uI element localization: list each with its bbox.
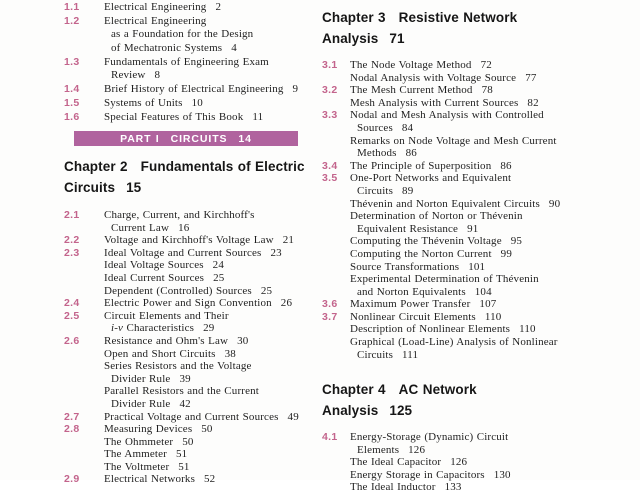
entry-title: Electrical Engineering <box>104 1 207 13</box>
toc-subentry <box>322 261 630 274</box>
toc-entry <box>322 59 630 72</box>
entry-title: Ideal Voltage and Current Sources <box>104 246 262 259</box>
entry-title: Remarks on Node Voltage and Mesh Current <box>350 134 557 147</box>
entry-title: The Voltmeter <box>104 460 170 473</box>
section-number: 2.5 <box>64 309 80 322</box>
toc-entry <box>64 297 320 310</box>
entry-title: Electrical Engineering <box>104 14 207 27</box>
toc-entry <box>322 84 630 97</box>
section-number: 3.5 <box>322 172 338 185</box>
entry-title: i-v Characteristics <box>111 322 195 335</box>
toc-subentry <box>64 448 320 461</box>
page-number: 25 <box>213 271 225 284</box>
toc-entry <box>322 431 630 444</box>
toc-entry <box>64 411 320 424</box>
section-number: 3.1 <box>322 59 338 71</box>
toc-entry <box>322 172 630 185</box>
entry-title: Thévenin and Norton Equivalent Circuits <box>350 197 540 210</box>
chapter4-section-list <box>322 431 630 494</box>
part-banner-row <box>64 131 320 146</box>
chapter4-heading <box>322 379 630 421</box>
entry-title: The Ammeter <box>104 448 167 461</box>
toc-subentry <box>64 28 320 42</box>
page-number: 91 <box>467 222 479 235</box>
entry-title: Determination of Norton or Thévenin <box>350 210 523 223</box>
page-number: 30 <box>237 334 249 347</box>
entry-title: Special Features of This Book <box>104 110 244 123</box>
entry-title: The Mesh Current Method <box>350 84 473 97</box>
entry-title: Measuring Devices <box>104 423 193 436</box>
page-number: 99 <box>500 247 512 260</box>
page-number: 50 <box>182 435 194 448</box>
section-number: 3.6 <box>322 298 338 311</box>
toc-subentry <box>64 360 320 373</box>
toc-subentry <box>322 456 630 469</box>
toc-subentry <box>64 42 320 56</box>
section-number: 2.6 <box>64 334 80 347</box>
page-number: 84 <box>401 121 414 134</box>
page-number: 29 <box>203 322 215 335</box>
chapter-heading-line: Circuits 15 <box>64 180 142 195</box>
page-number: 10 <box>191 96 203 109</box>
entry-title: Circuit Elements and Their <box>104 309 229 322</box>
toc-subentry <box>64 398 320 411</box>
page-number: 95 <box>510 235 523 248</box>
toc-subentry <box>322 248 630 261</box>
entry-title: Computing the Thévenin Voltage <box>350 235 502 248</box>
toc-subentry <box>64 272 320 285</box>
entry-title: The Ideal Capacitor <box>350 456 442 469</box>
entry-title: Review <box>111 69 146 82</box>
section-number: 1.3 <box>64 55 80 68</box>
chapter-heading-line: Analysis 71 <box>322 31 405 46</box>
section-number: 2.9 <box>64 473 80 486</box>
page-number: 25 <box>260 284 273 297</box>
entry-title: Source Transformations <box>350 260 460 273</box>
page-number: 38 <box>224 347 236 360</box>
part-title: CIRCUITS <box>170 132 228 145</box>
entry-title: Energy-Storage (Dynamic) Circuit <box>350 431 509 443</box>
toc-entry <box>322 109 630 122</box>
entry-title: Methods <box>357 147 397 160</box>
entry-title: Mesh Analysis with Current Sources <box>350 96 519 109</box>
page-number: 86 <box>500 159 512 172</box>
section-number: 3.3 <box>322 109 338 122</box>
section-number: 1.2 <box>64 14 80 27</box>
chapter3-section-list <box>322 59 630 361</box>
page-number: 24 <box>212 259 224 272</box>
toc-entry <box>64 83 320 97</box>
page-number: 51 <box>178 460 190 473</box>
toc-entry <box>64 209 320 222</box>
part-page-number: 14 <box>238 132 252 145</box>
entry-title: The Ohmmeter <box>104 435 174 448</box>
entry-title: Series Resistors and the Voltage <box>104 360 252 373</box>
entry-title: Circuits <box>357 184 394 197</box>
chapter3-heading <box>322 7 630 49</box>
section-number: 2.7 <box>64 410 80 423</box>
page-number: 72 <box>480 59 492 71</box>
section-number: 1.6 <box>64 110 80 123</box>
section-number: 2.4 <box>64 297 80 310</box>
toc-entry <box>64 335 320 348</box>
entry-title: of Mechatronic Systems <box>111 42 223 55</box>
entry-title: Charge, Current, and Kirchhoff's <box>104 209 255 221</box>
entry-title: Divider Rule <box>111 372 171 385</box>
toc-entry <box>322 311 630 324</box>
entry-title: The Principle of Superposition <box>350 159 492 172</box>
section-number: 1.4 <box>64 83 80 96</box>
entry-title: Nodal Analysis with Voltage Source <box>350 71 517 84</box>
entry-title: Ideal Voltage Sources <box>104 259 204 272</box>
entry-title: Computing the Norton Current <box>350 247 492 260</box>
toc-subentry <box>322 336 630 349</box>
toc-subentry <box>64 322 320 335</box>
entry-title: Experimental Determination of Thévenin <box>350 273 539 286</box>
chapter2-section-list <box>64 209 320 486</box>
page-number: 86 <box>405 147 417 160</box>
toc-subentry <box>322 481 630 494</box>
toc-subentry <box>322 286 630 299</box>
section-number: 3.7 <box>322 310 338 323</box>
toc-subentry <box>322 273 630 286</box>
entry-title: Elements <box>357 443 400 456</box>
toc-subentry <box>322 198 630 211</box>
toc-subentry <box>322 147 630 160</box>
page-number: 89 <box>402 184 414 197</box>
page-number: 90 <box>548 197 561 210</box>
entry-title: Description of Nonlinear Elements <box>350 323 511 336</box>
page-number: 51 <box>175 448 188 461</box>
page-number: 23 <box>270 246 282 259</box>
toc-subentry <box>322 122 630 135</box>
section-number: 2.8 <box>64 423 80 436</box>
page-number: 39 <box>179 372 191 385</box>
toc-subentry <box>322 469 630 482</box>
toc-subentry <box>64 285 320 298</box>
toc-entry <box>64 97 320 111</box>
section-number: 2.3 <box>64 246 80 259</box>
part-label: PART I <box>120 132 160 145</box>
entry-title: Equivalent Resistance <box>357 222 459 235</box>
section-number: 1.5 <box>64 96 80 109</box>
entry-title: Sources <box>357 121 393 134</box>
entry-title: Electrical Networks <box>104 473 196 486</box>
toc-entry <box>64 247 320 260</box>
toc-entry <box>64 111 320 125</box>
chapter-page-number: 15 <box>126 180 142 195</box>
chapter-page-number: 125 <box>389 403 413 418</box>
entry-title: One-Port Networks and Equivalent <box>350 172 512 185</box>
page-number: 111 <box>402 348 419 361</box>
section-number: 1.1 <box>64 1 80 13</box>
chapter-label: Chapter 4 <box>322 382 386 397</box>
toc-subentry <box>64 259 320 272</box>
entry-title: Dependent (Controlled) Sources <box>104 284 252 297</box>
chapter2-heading <box>64 156 320 198</box>
toc-entry <box>64 473 320 486</box>
entry-title: Voltage and Kirchhoff's Voltage Law <box>104 234 274 247</box>
chapter-heading-line: Chapter 4 AC Network <box>322 382 477 397</box>
page-number: 26 <box>280 297 293 310</box>
chapter-label: Chapter 3 <box>322 10 386 25</box>
page-number: 133 <box>444 481 462 494</box>
entry-title: Brief History of Electrical Engineering <box>104 83 284 96</box>
page-number: 2 <box>215 1 222 13</box>
entry-title: Ideal Current Sources <box>104 271 205 284</box>
toc-subentry <box>322 210 630 223</box>
toc-subentry <box>322 235 630 248</box>
entry-title: Divider Rule <box>111 397 171 410</box>
page-number: 126 <box>450 456 468 469</box>
page-number: 126 <box>408 443 426 456</box>
toc-subentry <box>322 444 630 457</box>
chapter-heading-line: Chapter 3 Resistive Network <box>322 10 518 25</box>
section-number: 3.2 <box>322 84 338 97</box>
toc-subentry <box>322 323 630 336</box>
page-number: 107 <box>479 298 497 311</box>
entry-title: Nonlinear Circuit Elements <box>350 310 476 323</box>
entry-title: Practical Voltage and Current Sources <box>104 410 279 423</box>
page-number: 52 <box>204 473 216 486</box>
toc-subentry <box>322 223 630 236</box>
page-number: 4 <box>231 42 237 55</box>
toc-entry <box>322 160 630 173</box>
entry-title: Electric Power and Sign Convention <box>104 297 272 310</box>
entry-title: Current Law <box>111 221 170 234</box>
toc-entry <box>64 1 320 15</box>
page-number: 42 <box>179 397 191 410</box>
page-number: 16 <box>178 221 190 234</box>
page-number: 78 <box>481 84 493 97</box>
page-number: 49 <box>287 410 299 423</box>
entry-title: Graphical (Load-Line) Analysis of Nonlinear <box>350 336 558 349</box>
toc-subentry <box>322 97 630 110</box>
toc-entry <box>322 298 630 311</box>
page-number: 82 <box>527 96 539 109</box>
page-number: 50 <box>201 423 213 436</box>
entry-title: Nodal and Mesh Analysis with Controlled <box>350 109 544 122</box>
toc-subentry <box>322 349 630 362</box>
entry-title: Circuits <box>357 348 394 361</box>
entry-title: Open and Short Circuits <box>104 347 216 360</box>
chapter-label: Chapter 2 <box>64 159 128 174</box>
chapter-heading-line: Chapter 2 Fundamentals of Electric <box>64 159 305 174</box>
entry-title: Resistance and Ohm's Law <box>104 334 229 347</box>
toc-subentry <box>64 385 320 398</box>
toc-subentry <box>64 373 320 386</box>
entry-title: and Norton Equivalents <box>357 285 466 298</box>
toc-entry <box>64 310 320 323</box>
page-number: 11 <box>252 110 264 123</box>
page-number: 8 <box>154 69 161 82</box>
page-number: 77 <box>525 71 537 84</box>
entry-title: Systems of Units <box>104 96 183 109</box>
toc-subentry <box>64 436 320 449</box>
chapter-page-number: 71 <box>389 31 405 46</box>
entry-title: Parallel Resistors and the Current <box>104 385 259 398</box>
chapter1-section-list <box>64 1 320 124</box>
part-banner <box>74 131 298 146</box>
entry-title: Fundamentals of Engineering Exam <box>104 55 269 68</box>
page-number: 21 <box>282 234 295 247</box>
page-number: 130 <box>493 468 511 481</box>
section-number: 2.1 <box>64 209 80 221</box>
toc-entry <box>64 234 320 247</box>
toc-subentry <box>64 69 320 83</box>
page-number: 110 <box>484 310 502 323</box>
toc-subentry <box>64 461 320 474</box>
section-number: 4.1 <box>322 431 338 443</box>
toc-entry <box>64 15 320 29</box>
entry-title: Energy Storage in Capacitors <box>350 468 485 481</box>
page-number: 101 <box>468 260 486 273</box>
entry-title: The Node Voltage Method <box>350 59 472 71</box>
chapter-heading-line: Analysis 125 <box>322 403 413 418</box>
entry-title: as a Foundation for the Design <box>111 28 254 41</box>
toc-subentry <box>64 348 320 361</box>
toc-subentry <box>322 135 630 148</box>
toc-subentry <box>322 185 630 198</box>
entry-title: The Ideal Inductor <box>350 481 436 494</box>
page-number: 9 <box>292 83 299 96</box>
toc-subentry <box>64 222 320 235</box>
toc-subentry <box>322 72 630 85</box>
section-number: 3.4 <box>322 159 338 172</box>
section-number: 2.2 <box>64 234 80 247</box>
toc-entry <box>64 423 320 436</box>
page-number: 104 <box>474 285 492 298</box>
toc-entry <box>64 56 320 70</box>
page-number: 110 <box>519 323 536 336</box>
entry-title: Maximum Power Transfer <box>350 298 471 311</box>
